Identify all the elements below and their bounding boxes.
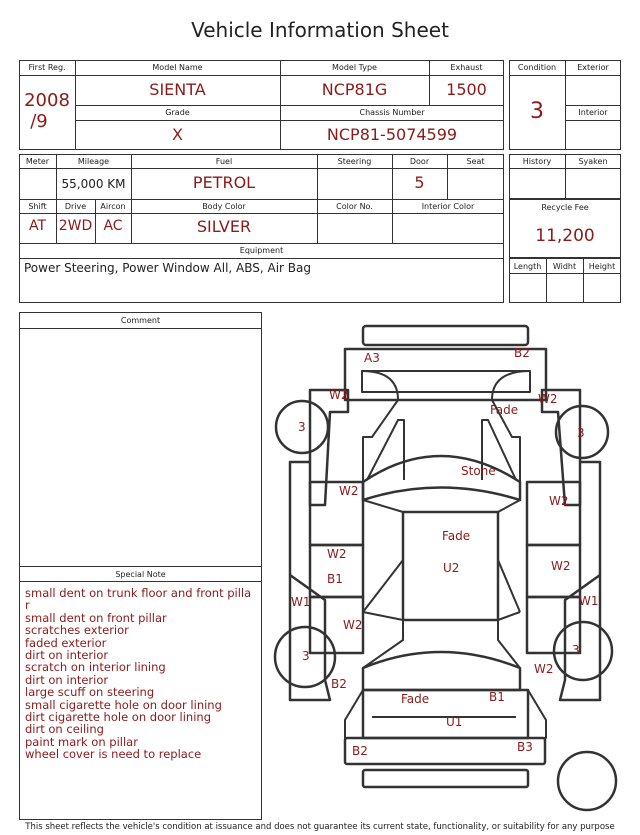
front-hood bbox=[362, 371, 530, 392]
mark-w2-l2: W2 bbox=[327, 547, 347, 561]
mark-w2-l3: W2 bbox=[343, 618, 363, 632]
mark-w1-right: W1 bbox=[579, 594, 599, 608]
mark-tire-rr: 3 bbox=[572, 643, 580, 657]
mark-b1-rear: B1 bbox=[489, 690, 505, 704]
special-note-item: dirt on interior bbox=[25, 648, 109, 663]
model-name: SIENTA bbox=[149, 80, 206, 99]
mark-tire-rl: 3 bbox=[302, 649, 310, 663]
first-reg-year: 2008 bbox=[24, 90, 70, 111]
special-note-item: dirt cigarette hole on door lining bbox=[25, 710, 211, 725]
mileage-label: Mileage bbox=[77, 157, 110, 166]
mark-a3: A3 bbox=[364, 351, 380, 365]
mark-b3: B3 bbox=[517, 740, 533, 754]
mark-stone: Stone bbox=[461, 464, 496, 478]
mark-w2-r2: W2 bbox=[551, 559, 571, 573]
drive: 2WD bbox=[58, 218, 93, 234]
fuel-label: Fuel bbox=[215, 157, 233, 166]
interior-color-label: Interior Color bbox=[421, 202, 475, 211]
disclaimer-footer: This sheet reflects the vehicle's condition at issuance and does not guarantee its current state, functionality, or suitability for any purpose bbox=[25, 822, 615, 832]
tire-rear-right bbox=[554, 622, 612, 680]
special-note-item: scratch on interior lining bbox=[25, 660, 166, 675]
recycle-fee-label: Recycle Fee bbox=[541, 203, 589, 212]
special-note-item: wheel cover is need to replace bbox=[25, 747, 202, 762]
special-note-item: dirt on ceiling bbox=[25, 722, 104, 737]
mark-b1-left: B1 bbox=[327, 572, 343, 586]
length-label: Length bbox=[513, 262, 542, 271]
grade: X bbox=[172, 125, 183, 144]
windshield bbox=[363, 456, 520, 500]
rear-skirt bbox=[363, 770, 528, 787]
special-note-item: small dent on trunk floor and front pillar bbox=[25, 586, 252, 613]
special-note-item: small cigarette hole on door lining bbox=[25, 697, 222, 712]
mark-fade-top: Fade bbox=[490, 403, 519, 417]
special-note-item: large scuff on steering bbox=[25, 685, 155, 700]
right-door-front bbox=[527, 482, 580, 545]
aircon-label: Aircon bbox=[100, 202, 126, 211]
mark-w2-tr: W2 bbox=[538, 392, 558, 406]
special-note-item: faded exterior bbox=[25, 635, 107, 650]
exhaust-label: Exhaust bbox=[450, 63, 483, 72]
mark-fade-roof: Fade bbox=[442, 529, 471, 543]
first-reg-label: First Reg. bbox=[28, 63, 66, 72]
body-color-label: Body Color bbox=[202, 202, 246, 211]
mark-w1-left: W1 bbox=[291, 595, 311, 609]
rear-window bbox=[363, 652, 520, 690]
door: 5 bbox=[414, 173, 425, 192]
grade-label: Grade bbox=[165, 108, 190, 117]
mark-b2-l: B2 bbox=[331, 677, 347, 691]
exhaust: 1500 bbox=[446, 80, 487, 99]
condition-score: 3 bbox=[530, 99, 544, 124]
body-color: SILVER bbox=[196, 217, 252, 236]
history-label: History bbox=[522, 157, 552, 166]
color-no-label: Color No. bbox=[336, 202, 373, 211]
mark-w2-l1: W2 bbox=[339, 484, 359, 498]
mark-w2-r1: W2 bbox=[549, 494, 569, 508]
mark-w2-r3: W2 bbox=[534, 662, 554, 676]
mark-fade-rear: Fade bbox=[401, 692, 430, 706]
seat-label: Seat bbox=[466, 157, 485, 166]
mileage: 55,000 KM bbox=[61, 177, 126, 191]
equipment-label: Equipment bbox=[239, 246, 284, 255]
height-label: Height bbox=[588, 262, 616, 271]
front-bumper bbox=[363, 326, 528, 345]
mark-u1: U1 bbox=[446, 715, 463, 729]
model-name-label: Model Name bbox=[152, 63, 203, 72]
door-label: Door bbox=[409, 157, 430, 166]
mark-tire-fl: 3 bbox=[298, 420, 306, 434]
shift-label: Shift bbox=[28, 202, 47, 211]
chassis-number: NCP81-5074599 bbox=[326, 125, 458, 144]
special-note-item: small dent on front pillar bbox=[25, 610, 167, 625]
aircon: AC bbox=[103, 218, 123, 234]
chassis-label: Chassis Number bbox=[359, 108, 425, 117]
rear-bumper bbox=[345, 738, 545, 764]
meter-label: Meter bbox=[25, 157, 50, 166]
shift: AT bbox=[28, 218, 47, 234]
mark-tire-fr: 3 bbox=[577, 426, 585, 440]
special-note-label: Special Note bbox=[115, 570, 166, 579]
first-reg-month: /9 bbox=[30, 111, 48, 132]
mark-w2-tl: W2 bbox=[329, 388, 349, 402]
interior-label: Interior bbox=[578, 108, 608, 117]
model-type: NCP81G bbox=[321, 80, 388, 99]
comment-label: Comment bbox=[120, 316, 161, 325]
syaken-label: Syaken bbox=[578, 157, 608, 166]
page-title: Vehicle Information Sheet bbox=[191, 18, 449, 42]
drive-label: Drive bbox=[64, 202, 87, 211]
exterior-label: Exterior bbox=[577, 63, 609, 72]
fuel: PETROL bbox=[192, 173, 256, 192]
width-label: Widht bbox=[552, 262, 577, 271]
condition-label: Condition bbox=[517, 63, 557, 72]
steering-label: Steering bbox=[337, 157, 372, 166]
mark-b2-top: B2 bbox=[514, 346, 530, 360]
model-type-label: Model Type bbox=[332, 63, 377, 72]
equipment: Power Steering, Power Window All, ABS, Air Bag bbox=[24, 261, 312, 275]
special-note-item: scratches exterior bbox=[25, 623, 129, 638]
tire-spare bbox=[558, 752, 616, 810]
mark-b2-bottom: B2 bbox=[352, 744, 368, 758]
special-note-item: dirt on interior bbox=[25, 672, 109, 687]
mark-u2: U2 bbox=[443, 561, 460, 575]
recycle-fee: 11,200 bbox=[535, 226, 595, 246]
special-note-item: paint mark on pillar bbox=[25, 734, 138, 749]
